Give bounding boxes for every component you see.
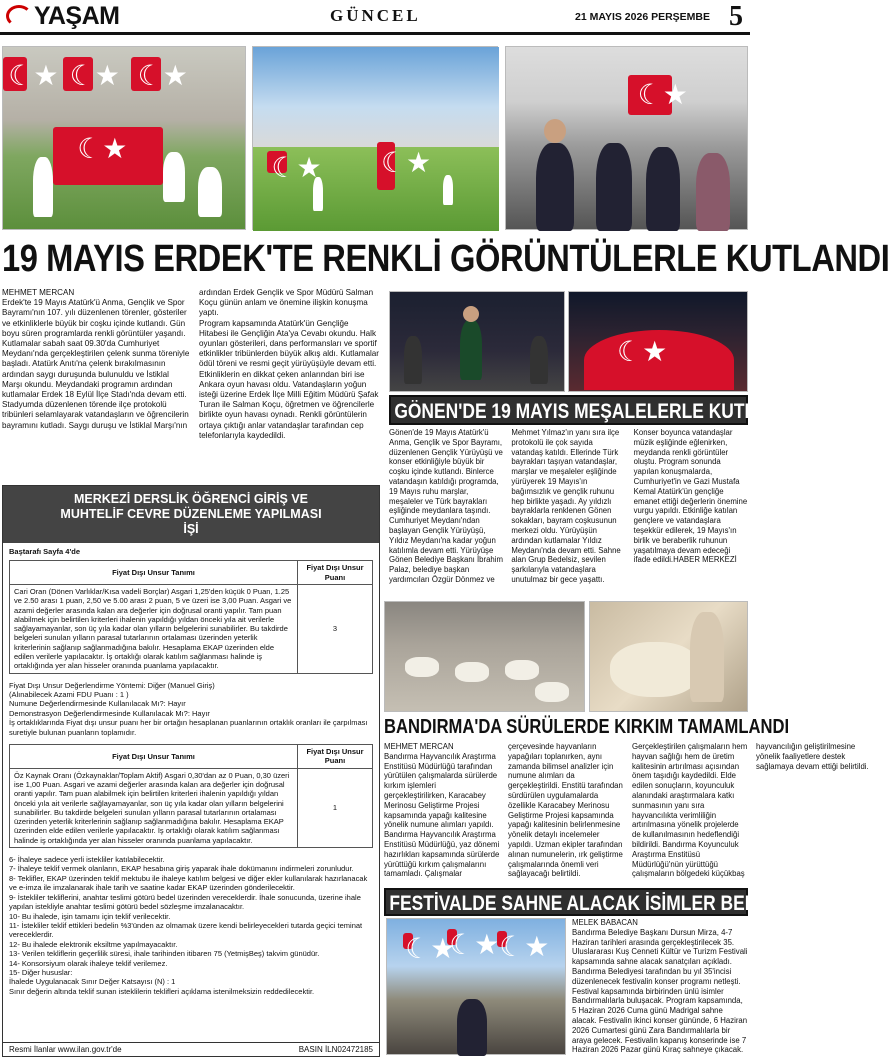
notice-item: 15- Diğer hususlar:	[9, 967, 73, 977]
festival-flag	[447, 929, 457, 945]
poster-flag-1	[3, 57, 27, 91]
notice-item: İhalede Uygulanacak Sınır Değer Katsayısı (N) : 1	[9, 977, 176, 987]
student	[33, 157, 53, 217]
notice-continued: Baştarafı Sayfa 4'de	[9, 547, 80, 556]
large-flag	[53, 127, 163, 185]
official	[596, 143, 632, 231]
festival-headline-band	[384, 888, 826, 916]
photo-sheep-shearing	[589, 601, 748, 712]
notice-item: 14- Konsorsiyum olarak ihaleye teklif verilemez.	[9, 958, 168, 968]
lead-paragraph: Erdek'te 19 Mayıs Atatürk'ü Anma, Gençlik ve Spor Bayramı'nın 107. yılı düzenlenen törenler, gösteriler ve etkinliklerle büyük bir coşku içinde kutlandı. Gün boyu süren programlarda renkli görüntüler yaşandı. Kutlamalar sabah saat 09.30'da Cumhuriyet Meydanı'nda gerçekleştirilen çelenk sunma töreniyle başladı. Atatürk Anıtı'na çelenk bırakılmasının ardından saygı duruşunda bulunuldu ve İstiklal Marşı okundu. Meydandaki programın ardından kutlamalar Erdek 18 Eylül İlçe Stadı'nda devam etti.	[2, 298, 190, 400]
poster-flag-2	[63, 57, 93, 91]
notice-item: 12- Bu ihalede elektronik eksiltme yapılmayacaktır.	[9, 939, 178, 949]
musician	[404, 336, 422, 384]
notice-table-2	[9, 744, 373, 848]
logo-swoosh-icon	[6, 5, 32, 27]
bandirma-byline: MEHMET MERCAN	[384, 742, 454, 751]
photo-flag-crowd	[568, 291, 748, 392]
section-title: GÜNCEL	[330, 6, 421, 25]
notice-footer	[3, 1042, 379, 1056]
performer	[313, 177, 323, 211]
student	[163, 152, 185, 202]
stadium-flag	[377, 142, 395, 190]
stadium-flag	[267, 151, 287, 173]
notice-item: 13- Verilen tekliflerin geçerlilik süresi, ihale tarihinden itibaren 75 (YetmişBeş) takvim günüdür.	[9, 949, 320, 959]
student	[198, 167, 222, 217]
notice-title: MERKEZİ DERSLİK ÖĞRENCİ GİRİŞ VE MUHTELİF CEVRE DÜZENLEME YAPILMASI İŞİ	[3, 486, 379, 543]
festival-flag	[403, 933, 413, 949]
poster-flag-3	[131, 57, 161, 91]
photo-officials-tribune	[505, 46, 748, 230]
photo-sheep-barn	[384, 601, 585, 712]
bandirma-paragraph: Bandırma Hayvancılık Araştırma Enstitüsü Müdürlüğü tarafından yürütülen çalışmalarda sürülerde kırkım işlemleri gerçekleştirilirken, Karacabey Merinosu Geliştirme Projesi kapsamında yapağı kalitesine yönelik numune alımları yapıldı. Bandırma Hayvancılık Araştırma Enstitüsü Müdürlüğü, yaz dönemi hazırlıkları kapsamında sürülerde yürüttüğü kırkım çalışmalarını tamamladı. Çalışmalar çerçevesinde hayvanların yapağıları toplanırken, aynı zamanda bilimsel analizler için numune alımları da gerçekleştirildi. Enstitü tarafından sürdürülen uygulamalarda özellikle Karacabey Merinosu Geliştirme Projesi kapsamında yapağı kalitesinin belirlenmesine yönelik detaylı incelemeler yapıldı. Uzman ekipler tarafından alınan numunelerin, ırk geliştirme çalışmalarında önemli veri sağlayacağı belirtildi. Gerçekleştirilen çalışmaların hem hayvan sağlığı hem de üretim kalitesinin artırılması açısından önem taşıdığı kaydedildi. Elde edilen sonuçların, koyunculuk alanındaki araştırmalara katkı sunmasının yanı sıra hayvancılıkta verimliliğin artırılmasına yönelik projelerde de kullanılmasının hedeflendiği bildirildi. Bandırma Koyunculuk Araştırma Enstitüsü Müdürlüğü'nün yürüttüğü çalışmaların bölgedeki küçükbaş hayvancılığın geliştirilmesine yönelik faaliyetlere destek sağlamaya devam ettiği belirtildi.	[384, 742, 869, 879]
table-header: Fiyat Dışı Unsur Puanı	[298, 745, 373, 769]
header-rule	[0, 32, 750, 35]
table-header: Fiyat Dışı Unsur Tanımı	[10, 745, 298, 769]
table-cell: Öz Kaynak Oranı (Özkaynaklar/Toplam Aktif) Asgari 0,30'dan az 0 Puan, 0,30 üzeri ise 1,00 Puan. Asgari ve azami değerler arasında kalan ara değerler için doğrusal oranti yapılır. Tam puan alabilmek için belirtilen kriterleri ihalenin yapıldığı yıldan önceki yıla ait verilerle sağlayamayanlar, son üç yıla kadar olan yılların belgelerini sunabilirler. Bu takdirde belgeleri sunulan yılların parasal tutarlarının ortalaması üzerinden yeterlik kriterlerinin sağlanıp sağlanmadığına bakılır. Hesaplama EKAP üzerinden elde edilen verilerle yapılacaktır. İş ortaklığı olarak katılım sağlanması halinde iş ortaklığında yer alan hisseler oranında puanlama yapılacaktır.	[10, 768, 298, 847]
official	[646, 147, 680, 231]
issue-date: 21 MAYIS 2026 PERŞEMBE	[575, 11, 711, 23]
notice-item: Sınır değerin altında teklif sunan isteklilerin teklifleri açıklama istenilmeksizin reddedilecektir.	[9, 986, 315, 996]
gonen-headline-band	[389, 395, 798, 425]
festival-paragraph: Bandırma Belediye Başkanı Dursun Mirza, 4-7 Haziran tarihleri arasında gerçekleştirilecek 35. Uluslararası Kuş Cenneti Kültür ve Turizm Festivali kapsamında sahne alacak sanatçıları açıkladı. Bandırma Belediyesi tarafından bu yıl 35'incisi düzenlenecek festivalin konser programı netleşti. Festival kapsamında birbirinden ünlü isimler Bandırmalılarla buluşacak. Program kapsamında, 5 Haziran 2026 Cuma günü Madrigal sahne alacak. Festivalin ikinci konser gününde, 6 Haziran 2026 Cumartesi günü Zara Bandırmalılarla bir araya gelecek. Festivalin kapanış konserinde ise 7 Haziran 2026 Pazar günü Kıraç sahneye çıkacak.	[572, 927, 748, 1055]
gonen-headline: GÖNEN'DE 19 MAYIS MEŞALELERLE KUTLANDI	[394, 400, 798, 423]
lead-headline: 19 MAYIS ERDEK'TE RENKLİ GÖRÜNTÜLERLE KUTLANDI	[2, 238, 889, 280]
notice-table-1	[9, 560, 373, 673]
notice-footer-left[interactable]: Resmi İlanlar www.ilan.gov.tr'de	[9, 1045, 122, 1054]
speaker	[457, 999, 487, 1056]
festival-article	[572, 918, 748, 1055]
festival-flag	[497, 931, 507, 947]
lead-paragraph: Program kapsamında Atatürk'ün Gençliğe Hitabesi ile Gençliğin Ata'ya Cevabı okundu. Halk oyunları gösterileri, dans performansları ve sportif etkinlikler tribünlerden büyük alkış aldı. Kutlamalar ödül töreni ve resmi geçit yürüyüşüyle devam etti.	[199, 318, 379, 369]
tribune-flag	[628, 75, 672, 115]
table-cell: Cari Oran (Dönen Varlıklar/Kısa vadeli Borçlar) Asgari 1,25'den küçük 0 Puan, 1.25 ve 2.50 arası 1 puan, 2,50 ve 5.00 arası 2 puan, 5 ve üzeri ise 3,00 Puan. Asgari ve azami değerler arasında kalan ara değerler için doğrusal oranti yapılır. Tam puan alabilmek için belirtilen kriterleri ihalenin yapıldığı yıldan önceki yıla ait verilerle sağlayamayanlar, son üç yıla kadar olan yılların belgelerini sunabilirler. Bu takdirde belgeleri sunulan yılların parasal tutarlarının ortalaması üzerinden yeterlik kriterlerinin sağlanıp sağlanmadığına bakılır. Hesaplama EKAP üzerinden elde edilen verilerle yapılacaktır. İş ortaklığı olarak katılım sağlanması halinde iş ortaklığında yer alan hisseler oranında puanlama yapılacaktır.	[10, 585, 298, 674]
notice-item: 7- İhaleye teklif vermek olanların, EKAP hesabına giriş yaparak ihale dokümanını indirmeleri zorunludur.	[9, 864, 354, 874]
performer	[443, 175, 453, 205]
lead-article-col1	[2, 288, 190, 476]
brand-name: YAŞAM	[34, 2, 120, 30]
notice-items	[9, 855, 373, 996]
official-notice	[2, 485, 380, 1057]
official	[696, 153, 730, 231]
festival-headline: FESTİVALDE SAHNE ALACAK İSİMLER BELLİ OLDU	[389, 892, 826, 915]
official	[536, 143, 574, 231]
page-number: 5	[729, 1, 743, 32]
notice-item: 11- İstekliler teklif ettikleri bedelin %3'ünden az olmamak üzere kendi belirleyecekleri tutarda geçici teminat vereceklerdir.	[9, 920, 363, 940]
lead-paragraph: ardından Erdek Gençlik ve Spor Müdürü Salman Koçu günün anlam ve önemine ilişkin konuşma yaptı.	[199, 288, 374, 318]
table-score: 1	[298, 768, 373, 847]
lead-paragraph: Etkinliklerin en dikkat çeken anlarından biri ise Ankara oyun havası oldu. Vatandaşların yoğun isteği üzerine Erdek İlçe Milli Eğitim Müdürü Şafak Turan ile Salman Koçu, öğretmen ve öğrencilerle birlikte oyun havası oynadı. Renkli görüntülerin ortaya çıktığı anlar vatandaşlar tarafından cep telefonlarıyla kaydedildi.	[199, 369, 379, 440]
gonen-article: Gönen'de 19 Mayıs Atatürk'ü Anma, Gençlik ve Spor Bayramı, düzenlenen Gençlik Yürüyüşü ve konser etkinliğiyle büyük bir coşku içinde kutlandı. Binlerce vatandaşın katıldığı programda, 19 Mayıs ruhu marşlar, meşaleler ve Türk bayrakları eşliğinde meydanlara taşındı. Cumhuriyet Meydanı'ndan başlayan Gençlik Yürüyüşü, Yıldız Meydanı'na kadar yoğun katılımla devam etti. Yürüyüşe Gönen Belediye Başkanı İbrahim Palaz, belediye başkan yardımcıları Özgür Dönmez ve Mehmet Yılmaz'ın yanı sıra ilçe protokolü ile çok sayıda vatandaş katıldı. Ellerinde Türk bayrakları taşıyan vatandaşlar, marşlar ve meşaleler eşliğinde yürüyerek 19 Mayıs'ın bağımsızlık ve gençlik ruhunu hep birlikte yaşadı. Ay yıldızlı bayraklarla renklenen Gönen sokakları, bayram coşkusunun merkezi oldu. Yürüyüşün ardından kutlamalar Yıldız Meydanı'nda devam etti. Sahne alan Grup Bedelsiz, sevilen şarkılarıyla vatandaşlara unutulmaz bir gece yaşattı. Konser boyunca vatandaşlar müzik eşliğinde eğlenirken, meydanda renkli görüntüler oluştu. Program sonunda yapılan konuşmalarda, Cumhuriyet'in ve Gazi Mustafa Kemal Atatürk'ün gençliğe emanet ettiği değerlerin önemine vurgu yapıldı. Etkinliğe katılan gençlere ve vatandaşlara teşekkür edilerek, 19 Mayıs'ın birlik ve beraberlik ruhunun yaşatılmaya devam edeceği ifade edildi.HABER MERKEZİ	[389, 428, 748, 584]
musician	[530, 336, 548, 384]
photo-festival-crowd	[386, 918, 566, 1055]
photo-stadium-performance	[252, 46, 498, 230]
notice-item: 10- Bu ihalede, işin tamamı için teklif verilecektir.	[9, 911, 171, 921]
notice-item: 8- Teklifler, EKAP üzerinden teklif mektubu ile ihaleye katılım belgesi ve diğer ekler kullanılarak hazırlanacak ve e-imza ile imzalanarak ihale tarih ve saatine kadar EKAP üzerinden gönderilecektir.	[9, 873, 368, 893]
lead-article-col2	[199, 288, 379, 476]
crowd-flag	[584, 330, 734, 390]
notice-item: 6- İhaleye sadece yerli istekliler katılabilecektir.	[9, 855, 165, 865]
lead-byline: MEHMET MERCAN	[2, 288, 75, 297]
table-header: Fiyat Dışı Unsur Puanı	[298, 561, 373, 585]
notice-item: 9- İstekliler tekliflerini, anahtar teslimi götürü bedel üzerinden vereceklerdir. İhale sonucunda, üzerine ihale yapılan istekliyle anahtar teslimi götürü bedel sözleşme imzalanacaktır.	[9, 892, 361, 912]
newspaper-logo[interactable]	[6, 2, 176, 30]
musician	[460, 320, 482, 380]
photo-concert-stage	[389, 291, 565, 392]
bandirma-headline: BANDIRMA'DA SÜRÜLERDE KIRKIM TAMAMLANDI	[384, 716, 790, 738]
notice-footer-right: BASIN İLN02472185	[298, 1045, 373, 1054]
notice-method: Fiyat Dışı Unsur Değerlendirme Yöntemi: Diğer (Manuel Giriş) (Alınabilecek Azami FDU Puanı : 1 ) Numune Değerlendirmesinde Kullanılacak Mı?: Hayır Demonstrasyon Değerlendirmesinde Kullanılacak Mı?: Hayır İş ortaklıklarında Fiyat dışı unsur puanı her bir ortağın hesaplanan puanlarının ortaklık oranları ile çarpılması suretiyle bulunan puanların toplamıdır.	[9, 680, 368, 737]
lead-paragraph: Stadyumda düzenlenen törende ilçe protokolü tribünleri selamlayarak vatandaşların ve öğrencilerin bayramını kutladı. Saygı duruşu ve İstiklal Marşı'nın	[2, 400, 189, 430]
bandirma-article	[384, 742, 869, 884]
festival-byline: MELEK BABACAN	[572, 918, 638, 927]
table-score: 3	[298, 585, 373, 674]
table-header: Fiyat Dışı Unsur Tanımı	[10, 561, 298, 585]
photo-students-with-flag	[2, 46, 246, 230]
